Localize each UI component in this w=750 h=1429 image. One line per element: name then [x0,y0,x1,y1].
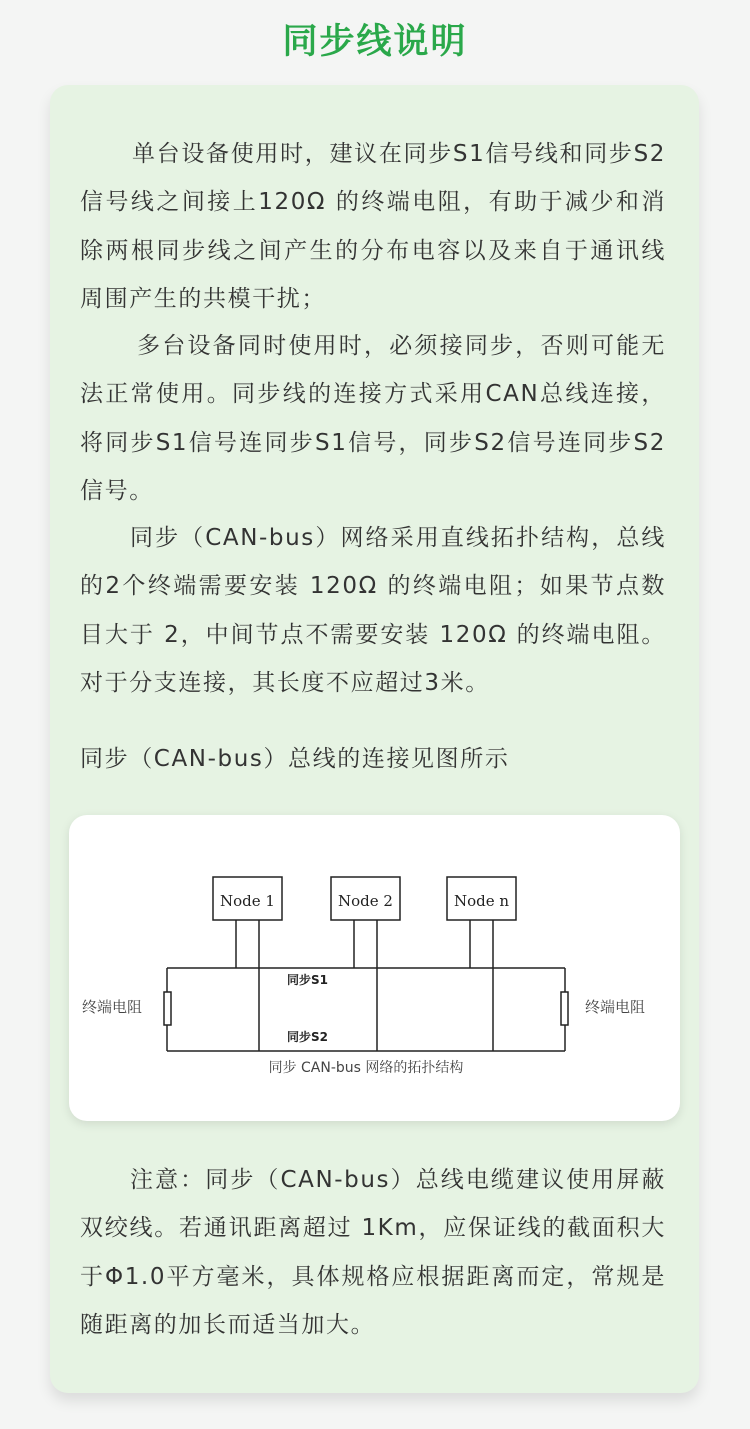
right-resistor-label: 终端电阻 [585,998,646,1016]
diagram-intro: 同步（CAN-bus）总线的连接见图所示 [80,746,510,772]
topology-diagram [69,815,680,1121]
node-n [447,877,516,920]
node-2-label: Node 2 [338,892,393,910]
node-drop-lines [236,920,493,1051]
diagram-caption: 同步 CAN-bus 网络的拓扑结构 [268,1060,464,1076]
node-1 [213,877,282,920]
paragraph-multi-device: 多台设备同时使用时，必须接同步，否则可能无法正常使用。同步线的连接方式采用CAN总线连接，将同步S1信号连同步S1信号，同步S2信号连同步S2信号。 [80,333,666,504]
node-2 [331,877,400,920]
node-1-label: Node 1 [220,892,275,910]
node-n-label: Node n [453,892,510,910]
bus-s2-label: 同步S2 [287,1030,328,1044]
bus-s1-label: 同步S1 [287,973,328,987]
left-terminal-resistor [164,968,171,1051]
paragraph-note: 注意：同步（CAN-bus）总线电缆建议使用屏蔽双绞线。若通讯距离超过 1Km，应保证线的截面积大于Φ1.0平方毫米，具体规格应根据距离而定，常规是随距离的加长而适当加大。 [80,1167,666,1338]
paragraph-single-device: 单台设备使用时，建议在同步S1信号线和同步S2信号线之间接上120Ω 的终端电阻，有助于减少和消除两根同步线之间产生的分布电容以及来自于通讯线周围产生的共模干扰； [80,141,666,312]
right-terminal-resistor [561,968,568,1051]
paragraph-topology: 同步（CAN-bus）网络采用直线拓扑结构，总线的2个终端需要安装 120Ω 的终端电阻；如果节点数目大于 2，中间节点不需要安装 120Ω 的终端电阻。对于分支连接，其长度不应超过3米。 [80,525,666,696]
topology-diagram-svg [69,815,680,1121]
page-title: 同步线说明 [282,22,468,62]
left-resistor-label: 终端电阻 [82,998,143,1016]
